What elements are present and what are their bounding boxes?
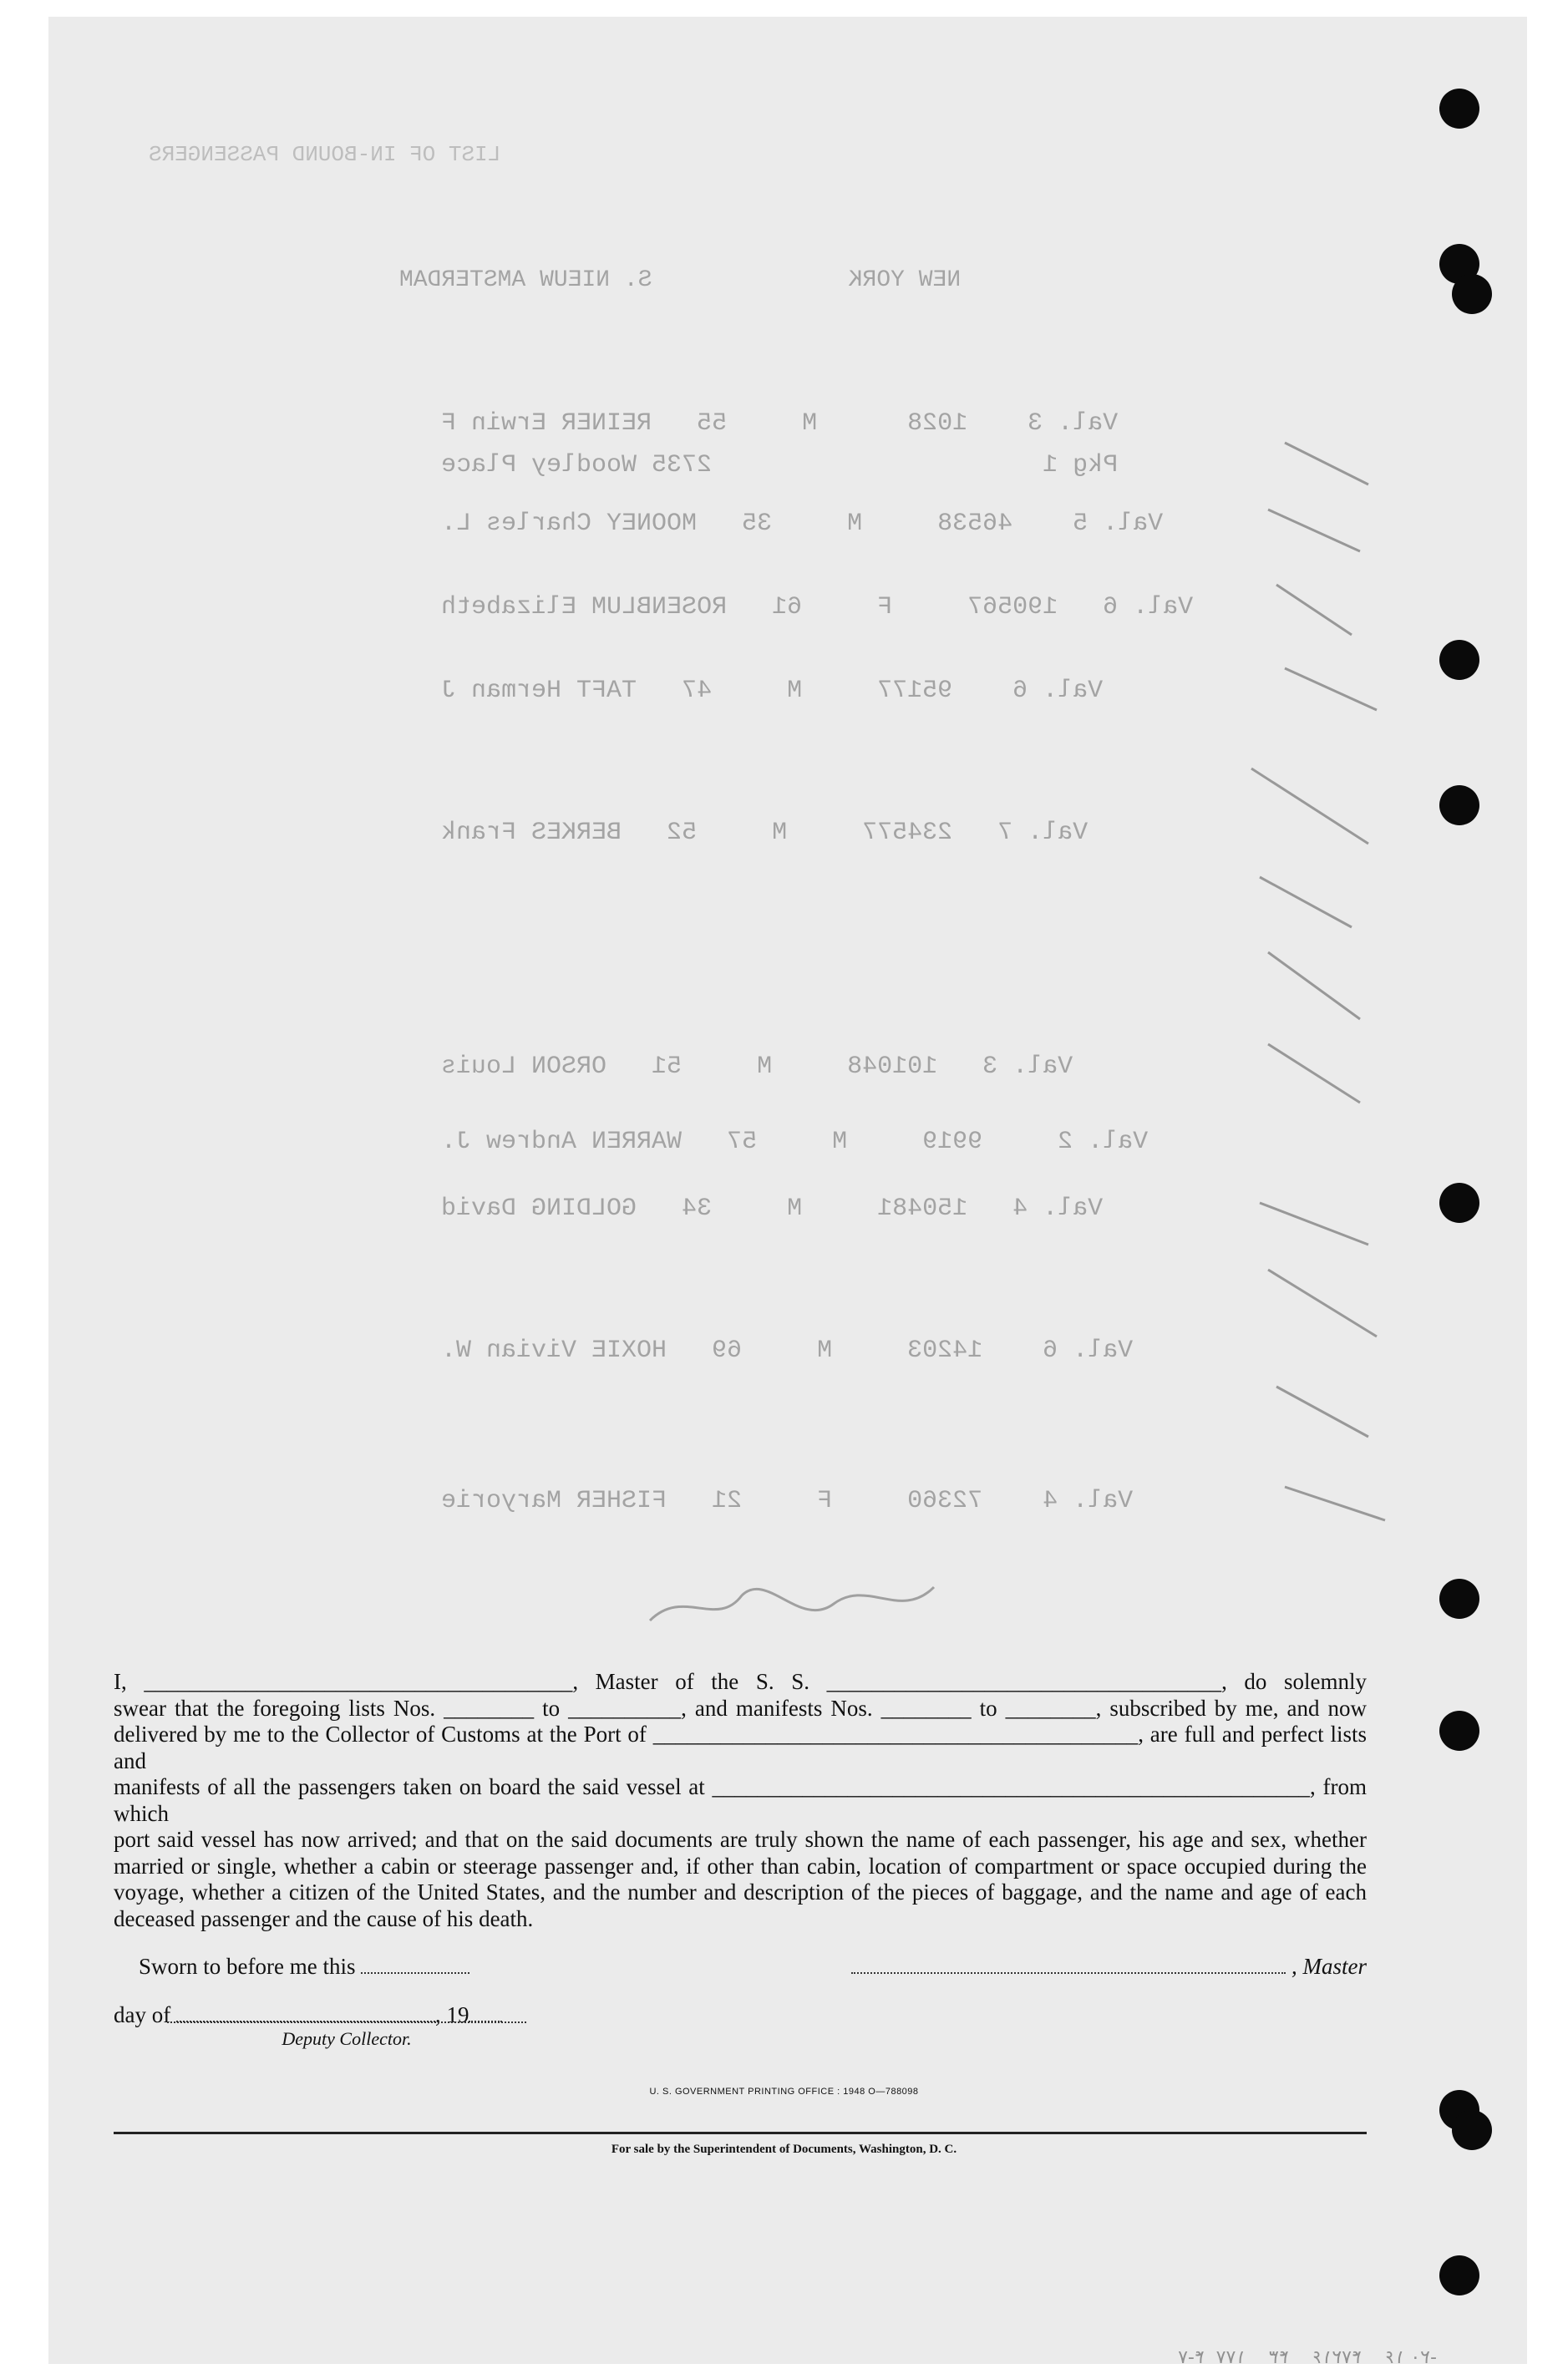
- punch-hole: [1439, 89, 1479, 129]
- ghost-row: Val. 3 1028 M 55 REINER Erwin F: [441, 409, 1119, 438]
- bottom-bleed-marks: -۲۰ ۱۶ ۴۷۲۱۶ ۴۳ ۱۷۷ ۴-۷: [1178, 2347, 1437, 2368]
- sworn-date-field[interactable]: [361, 1972, 469, 1974]
- ghost-row: Val. 3 101048 M 51 ORSON Louis: [441, 1053, 1073, 1081]
- oath-body: port said vessel has now arrived; and that on the said documents are truly shown the name of each passenger, his age and sex, whether married or single, whether a cabin or steerage passenger and, if other than cabin, location of compartment or space occupied during the voyage, whether a citizen of the United States, and the number and description of the pieces of baggage, and the name and age of each deceased passenger and the cause of his death.: [114, 1827, 1367, 1931]
- ghost-row: Val. 5 46538 M 35 MOONEY Charles L.: [441, 510, 1164, 538]
- year-label: , 19: [434, 2001, 469, 2027]
- punch-hole: [1439, 1711, 1479, 1751]
- deputy-signature-field[interactable]: [167, 2021, 526, 2023]
- punch-hole: [1439, 785, 1479, 825]
- printing-office-note: U. S. GOVERNMENT PRINTING OFFICE : 1948 O—788098: [649, 2087, 919, 2097]
- deputy-collector-block: [167, 2021, 526, 2050]
- ghost-row: Val. 4 150481 M 34 GOLDING David: [441, 1195, 1104, 1223]
- ghost-row: Pkg 1 2735 Woodley Place: [441, 451, 1119, 479]
- master-signature-field[interactable]: [851, 1972, 1286, 1974]
- oath-line-1: I, ______________________________________, Master of the S. S. ___________________________________, do solemnly: [114, 1669, 1367, 1694]
- day-of-label: day of: [114, 2001, 171, 2027]
- punch-hole: [1439, 1183, 1479, 1223]
- punch-hole: [1452, 274, 1492, 314]
- ghost-row: Val. 6 190567 F 61 ROSENBLUM Elizabeth: [441, 593, 1194, 621]
- punch-hole: [1439, 640, 1479, 680]
- ghost-row: Val. 4 72360 F 21 FISHER Maryorie: [441, 1487, 1134, 1515]
- oath-line-3: delivered by me to the Collector of Customs at the Port of ___________________________________________, are full and perfect lists and: [114, 1722, 1367, 1773]
- for-sale-note: For sale by the Superintendent of Documents, Washington, D. C.: [611, 2143, 957, 2156]
- ghost-header: LIST OF IN-BOUND PASSENGERS: [149, 142, 566, 167]
- ghost-row: Val. 6 95177 M 47 TAFT Herman J: [441, 677, 1104, 705]
- punch-hole: [1439, 2255, 1479, 2295]
- master-oath: [114, 1669, 1367, 2028]
- ghost-row: Val. 6 14203 M 69 HOXIE Vivian W.: [441, 1337, 1134, 1365]
- master-label: , Master: [1291, 1954, 1367, 1979]
- ghost-row: Val. 7 234577 M 52 BERKES Frank: [441, 819, 1088, 847]
- sworn-label: Sworn to before me this: [139, 1954, 356, 1979]
- ghost-row: Val. 2 9919 M 57 WARREN Andrew J.: [441, 1128, 1149, 1156]
- oath-line-2: swear that the foregoing lists Nos. ________ to __________, and manifests Nos. ________ to ________, subscribed by me, and now: [114, 1695, 1367, 1721]
- punch-hole: [1439, 1579, 1479, 1619]
- deputy-label: Deputy Collector.: [282, 2028, 412, 2049]
- oath-line-4: manifests of all the passengers taken on board the said vessel at _____________________________________________________, from which: [114, 1774, 1367, 1826]
- ghost-row: NEW YORK S. NIEUW AMSTERDAM: [399, 267, 1032, 293]
- footer-rule: [114, 2132, 1367, 2134]
